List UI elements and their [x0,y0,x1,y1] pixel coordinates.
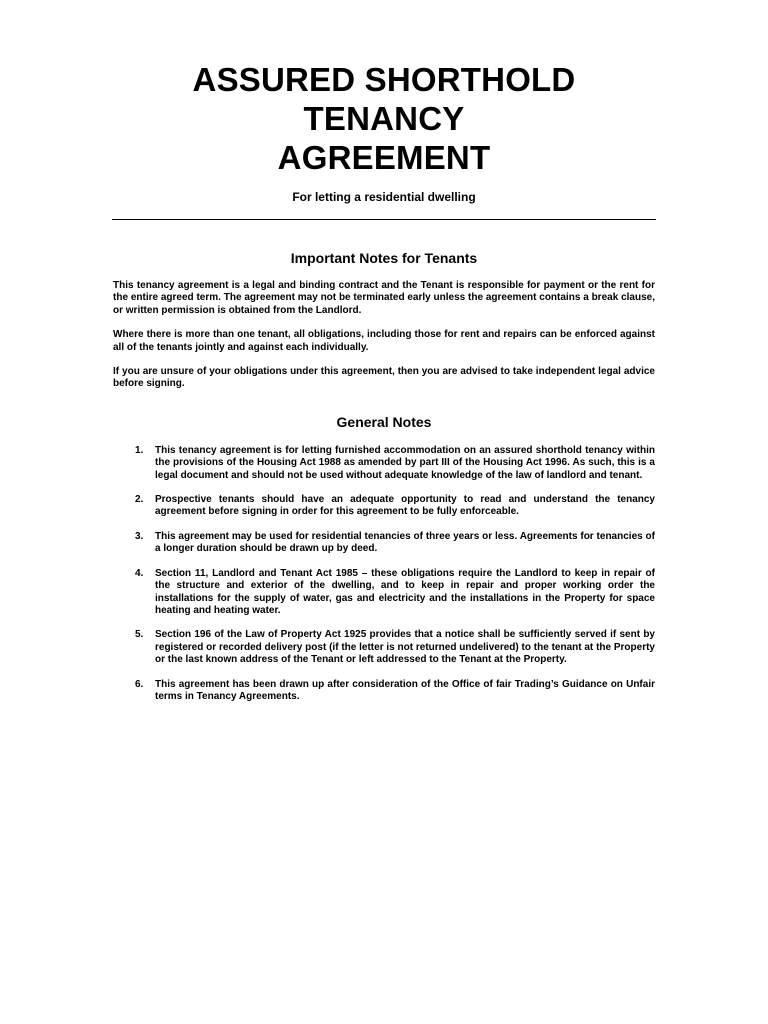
list-item-number: 3. [135,530,144,542]
list-item-text: Section 196 of the Law of Property Act 1925 provides that a notice shall be sufficiently served if sent by registered or recorded delivery post (if the letter is not returned undelivered) to the tenant at the Property or the last known address of the Tenant or left addressed to the Tenant at the Property. [155,629,655,666]
important-notes-heading: Important Notes for Tenants [290,250,478,266]
general-notes-section [0,413,768,704]
list-item-number: 6. [135,678,144,690]
list-item-text: Section 11, Landlord and Tenant Act 1985 – these obligations require the Landlord to keep in repair of the structure and exterior of the dwelling, and to keep in repair and proper working order the installations for the supply of water, gas and electricity and the installations in the Property for space heating and heating water. [155,567,655,616]
list-item-text: This tenancy agreement is for letting furnished accommodation on an assured shorthold tenancy within the provisions of the Housing Act 1988 as amended by part III of the Housing Act 1996. As such, this is a legal document and should not be used without adequate knowledge of the law of landlord and tenant. [155,444,655,481]
document-subtitle: For letting a residential dwelling [292,190,476,204]
general-notes-heading: General Notes [336,413,432,430]
notes-paragraph: Where there is more than one tenant, all obligations, including those for rent and repairs can be enforced against all of the tenants jointly and against each individually. [113,329,655,353]
list-item-text: This agreement may be used for residential tenancies of three years or less. Agreements for tenancies of a longer duration should be drawn up by deed. [155,530,655,555]
list-item-number: 1. [135,444,144,456]
important-notes-section [0,249,768,391]
document-title [104,60,664,177]
list-item [113,445,655,482]
list-item-number: 5. [135,629,144,641]
list-item [113,568,655,618]
list-item-number: 4. [135,567,144,579]
list-item [113,531,655,556]
list-item [113,494,655,519]
list-item [113,629,655,666]
list-item-text: This agreement has been drawn up after consideration of the Office of fair Trading’s Guidance on Unfair terms in Tenancy Agreements. [155,678,655,702]
title-line: AGREEMENT [277,139,491,176]
horizontal-rule [112,219,656,220]
title-line: TENANCY [303,100,465,137]
general-notes-list [113,445,655,704]
title-line: ASSURED SHORTHOLD [192,61,576,98]
list-item [113,679,655,704]
list-item-text: Prospective tenants should have an adequate opportunity to read and understand the tenancy agreement before signing in order for this agreement to be fully enforceable. [155,494,655,518]
notes-paragraph: This tenancy agreement is a legal and binding contract and the Tenant is responsible for payment or the rent for the entire agreed term. The agreement may not be terminated early unless the agreement contains a break clause, or written permission is obtained from the Landlord. [113,280,655,316]
list-item-number: 2. [135,494,144,506]
notes-paragraph: If you are unsure of your obligations under this agreement, then you are advised to take independent legal advice before signing. [113,366,655,390]
